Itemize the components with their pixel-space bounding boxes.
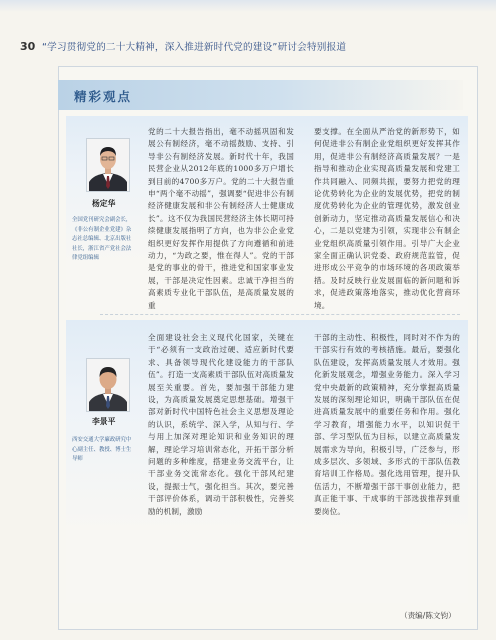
- portrait-photo-2: [86, 358, 130, 412]
- page-number: 30: [20, 39, 36, 53]
- portrait-figure-icon: [87, 139, 129, 191]
- article-column-right-2: 干部的主动性、积极性，同时对不作为的干部实行有效的考核措施。最后，要强化队伍建设，发挥高质量发展人才效用。强化新发展观念，增强业务能力。深入学习党中央最新的政策精神，充分掌握高质量发展的深刻理论知识，明确干部队伍在促进高质量发展中的重要任务和作用。强化学习教育，增强能力水平，以知识促干部、学习型队伍为目标，以建立高质量发展需求为导向，积极引导，广泛参与，形成多层次、多领域、多形式的干部队伍教育培训工作格局。强化选用管理，提升队伍活力，不断增强干部干事创业能力，把真正能干事、干成事的干部选拔推荐到重要岗位。: [314, 333, 460, 516]
- person-bio-1: 全国党刊研究会副会长，《非公有制企业党建》杂志社总编辑、北京出版社社长，浙江省产党社会法律党组编辑: [72, 217, 132, 262]
- viewpoint-card-2: [66, 320, 468, 603]
- article-column-right-1: 要支撑。在全面从严治党的新形势下，如何促进非公有制企业党组织更好发挥其作用，促进非公有制经济高质量发展？一是指导和推动企业实现高质量发展和党建工作共同融入、同频共振，要努力把党的理论优势转化为企业的发展优势，把党的制度优势转化为企业的管理优势，激发创业创新动力，坚定推动高质量发展信心和决心，二是以党建为引领，实现非公有制企业党组织高质量引领作用。引导广大企业家全面正确认识党委、政府规范监管，促进形成公平竞争的市场环境的各项政策举措。及时反映行业发展面临的新问题和诉求，促进政策落地落实，推动优化营商环境。: [314, 127, 460, 310]
- viewpoint-card-1: [66, 116, 468, 312]
- card-divider: [100, 314, 460, 315]
- person-name-2: 李景平: [92, 417, 116, 426]
- person-name-1: 杨定华: [92, 199, 116, 208]
- running-header-title: “学习贯彻党的二十大精神，深入推进新时代党的建设”研讨会特别报道: [42, 42, 347, 53]
- section-title: 精彩观点: [74, 89, 133, 104]
- editor-credit: （责编/陈文钧）: [400, 611, 456, 620]
- article-column-left-1: 党的二十大报告指出，毫不动摇巩固和发展公有制经济，毫不动摇鼓励、支持、引导非公有制经济发展。新时代十年，我国民营企业从2012年底的1000多万户增长到目前的4700多万户。党的二十大报告重申“两个毫不动摇”，强调要“促进非公有制经济健康发展和非公有制经济人士健康成长”。这不仅为我国民营经济主体长期可持续健康发展指明了方向，也为非公企业党组织更好发挥作用提供了方向遵循和前进动力，“为政之要，惟在得人”。党的干部是党的事业的骨干，推进党和国家事业发展，干部是决定性因素。忠诚干净担当的高素质专业化干部队伍，是高质量发展的重: [148, 127, 294, 310]
- page-header: [20, 38, 480, 54]
- article-column-left-2: 全面建设社会主义现代化国家，关键在于“必须有一支政治过硬、适应新时代要求、具备领导现代化建设能力的干部队伍”。打造一支高素质干部队伍对高质量发展至关重要。首先，要加强干部能力建设，为高质量发展奠定思想基础。增强干部对新时代中国特色社会主义思想及理论的认识，系统学、深入学，从知与行、学与用上加深对理论知识和业务知识的理解，理论学习培训常态化，开拓干部分析问题的多种维度，搭建业务交流平台，让干部业务交流常态化。强化干部风纪建设，提振士气，强化担当。其次，要完善干部评价体系，调动干部积极性，完善奖励的机制，激励: [148, 333, 294, 516]
- section-banner: [58, 80, 463, 110]
- top-band: [0, 0, 496, 12]
- portrait-figure-icon: [87, 359, 129, 411]
- person-bio-2: 西安交通大学廉政研究中心副主任、教授、博士生导师: [72, 437, 132, 463]
- portrait-photo-1: [86, 138, 130, 192]
